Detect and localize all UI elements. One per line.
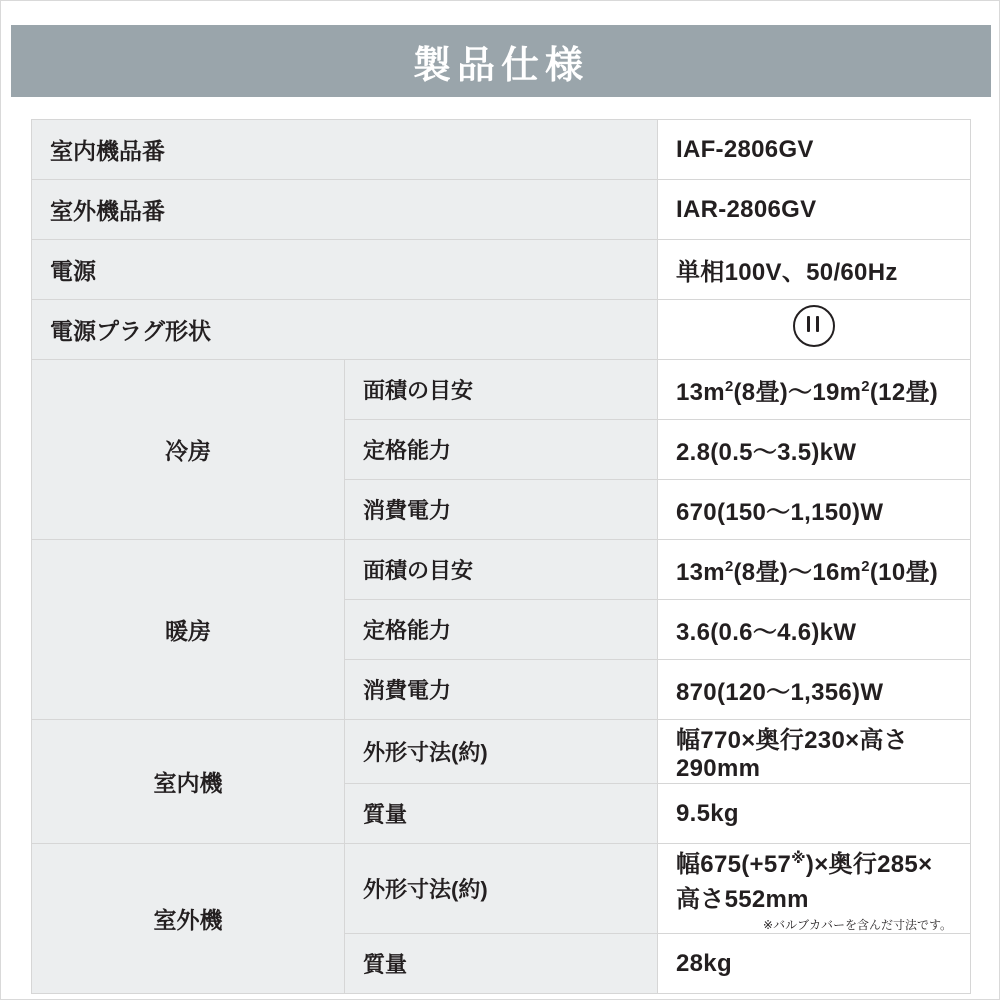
sub-label-heating-capacity: 定格能力 — [345, 600, 658, 660]
table-row — [32, 720, 971, 784]
row-value-plug-shape — [658, 300, 971, 360]
sub-label-indoor-dimensions: 外形寸法(約) — [345, 720, 658, 784]
sub-label-outdoor-weight: 質量 — [345, 934, 658, 994]
table-row — [32, 844, 971, 934]
table-row — [32, 120, 971, 180]
power-plug-icon — [793, 305, 835, 347]
sub-label-outdoor-dimensions: 外形寸法(約) — [345, 844, 658, 934]
row-value-outdoor-model: IAR-2806GV — [658, 180, 971, 240]
table-row — [32, 300, 971, 360]
table-row — [32, 240, 971, 300]
value-indoor-dimensions: 幅770×奥行230×高さ290mm — [658, 720, 971, 784]
value-outdoor-weight: 28kg — [658, 934, 971, 994]
category-heating: 暖房 — [32, 540, 345, 720]
table-row — [32, 180, 971, 240]
row-value-power-source: 単相100V、50/60Hz — [658, 240, 971, 300]
sub-label-heating-area: 面積の目安 — [345, 540, 658, 600]
outdoor-dimensions-note: ※バルブカバーを含んだ寸法です。 — [763, 918, 952, 932]
category-indoor-unit: 室内機 — [32, 720, 345, 844]
sub-label-cooling-power: 消費電力 — [345, 480, 658, 540]
value-outdoor-dimensions: 幅675(+57※)×奥行285×高さ552mm ※バルブカバーを含んだ寸法です。 — [658, 844, 971, 934]
value-heating-capacity: 3.6(0.6～4.6)kW — [658, 600, 971, 660]
value-heating-power: 870(120～1,356)W — [658, 660, 971, 720]
table-row — [32, 360, 971, 420]
value-cooling-area: $13m^2(8$畳)$\sim 19m^2(12$畳) — [658, 360, 971, 420]
row-label-outdoor-model: 室外機品番 — [32, 180, 658, 240]
sub-label-cooling-area: 面積の目安 — [345, 360, 658, 420]
sub-label-indoor-weight: 質量 — [345, 784, 658, 844]
sub-label-cooling-capacity: 定格能力 — [345, 420, 658, 480]
value-heating-area: $13m^2(8$畳)$\sim 16m^2(10$畳) — [658, 540, 971, 600]
row-label-plug-shape: 電源プラグ形状 — [32, 300, 658, 360]
row-label-indoor-model: 室内機品番 — [32, 120, 658, 180]
category-cooling: 冷房 — [32, 360, 345, 540]
row-label-power-source: 電源 — [32, 240, 658, 300]
sub-label-heating-power: 消費電力 — [345, 660, 658, 720]
value-cooling-power: 670(150～1,150)W — [658, 480, 971, 540]
table-row — [32, 540, 971, 600]
specifications-table — [31, 119, 971, 994]
value-indoor-weight: 9.5kg — [658, 784, 971, 844]
row-value-indoor-model: IAF-2806GV — [658, 120, 971, 180]
category-outdoor-unit: 室外機 — [32, 844, 345, 994]
page-header — [11, 25, 991, 97]
value-cooling-capacity: 2.8(0.5～3.5)kW — [658, 420, 971, 480]
page-title: 製品仕様 — [412, 44, 589, 87]
